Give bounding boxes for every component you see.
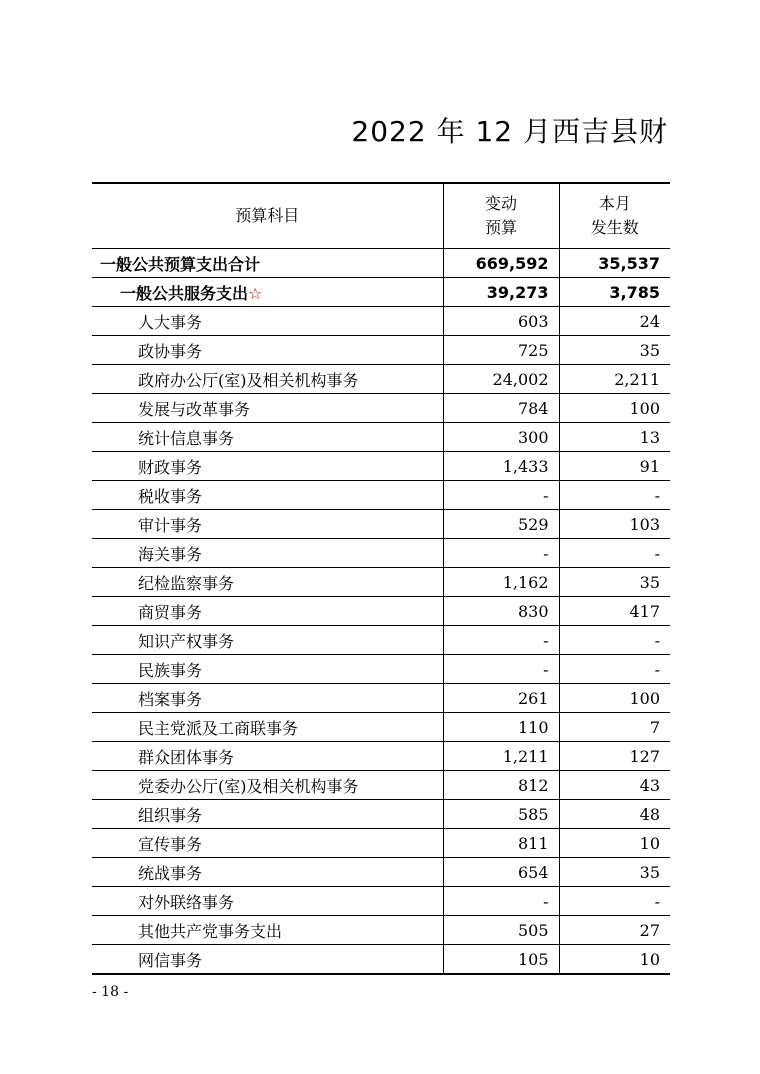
table-row (92, 365, 670, 394)
row-month: 91 (559, 452, 670, 481)
row-budget: 585 (443, 800, 559, 829)
budget-table (92, 182, 670, 975)
row-subject (92, 365, 443, 394)
row-budget: 811 (443, 829, 559, 858)
table-row (92, 916, 670, 945)
row-subject (92, 423, 443, 452)
header-subject: 预算科目 (92, 183, 443, 249)
row-month: 100 (559, 394, 670, 423)
table-row (92, 858, 670, 887)
row-budget: - (443, 481, 559, 510)
row-budget: 1,211 (443, 742, 559, 771)
row-month: 13 (559, 423, 670, 452)
row-budget: 261 (443, 684, 559, 713)
row-subject (92, 452, 443, 481)
row-subject (92, 626, 443, 655)
row-subject (92, 684, 443, 713)
row-month: 43 (559, 771, 670, 800)
row-budget: 725 (443, 336, 559, 365)
row-subject (92, 539, 443, 568)
row-subject-label: 民族事务 (138, 660, 203, 680)
row-month: 417 (559, 597, 670, 626)
row-subject (92, 481, 443, 510)
row-month: 7 (559, 713, 670, 742)
row-subject-label: 纪检监察事务 (138, 573, 235, 593)
row-subject (92, 249, 443, 278)
table-row (92, 394, 670, 423)
row-subject (92, 278, 443, 307)
row-subject (92, 394, 443, 423)
row-budget: 110 (443, 713, 559, 742)
table-row (92, 887, 670, 916)
row-budget: 1,433 (443, 452, 559, 481)
table-header-row (92, 183, 670, 249)
row-subject-label: 民主党派及工商联事务 (138, 718, 299, 738)
row-subject (92, 336, 443, 365)
row-subject (92, 568, 443, 597)
row-subject-label: 网信事务 (138, 950, 203, 970)
table-row (92, 336, 670, 365)
row-budget: 39,273 (443, 278, 559, 307)
row-subject-label: 审计事务 (138, 515, 203, 535)
row-subject (92, 742, 443, 771)
row-subject-label: 海关事务 (138, 544, 203, 564)
table-row (92, 829, 670, 858)
row-subject (92, 307, 443, 336)
row-budget: 105 (443, 945, 559, 975)
row-subject-label: 统战事务 (138, 863, 203, 883)
row-subject (92, 771, 443, 800)
row-subject-label: 商贸事务 (138, 602, 203, 622)
table-row (92, 249, 670, 278)
row-subject-label: 其他共产党事务支出 (138, 921, 283, 941)
page-number: - 18 - (92, 984, 129, 1000)
table-row (92, 713, 670, 742)
row-subject-label: 一般公共预算支出合计 (100, 254, 261, 274)
row-budget: 669,592 (443, 249, 559, 278)
row-budget: 654 (443, 858, 559, 887)
row-subject-label: 组织事务 (138, 805, 203, 825)
row-budget: - (443, 655, 559, 684)
table-row (92, 452, 670, 481)
row-budget: 505 (443, 916, 559, 945)
table-row (92, 597, 670, 626)
star-icon: ☆ (248, 283, 263, 303)
table-row (92, 423, 670, 452)
row-budget: 784 (443, 394, 559, 423)
row-budget: 300 (443, 423, 559, 452)
row-month: 3,785 (559, 278, 670, 307)
table-row (92, 278, 670, 307)
page-title: 2022 年 12 月西吉县财 (351, 115, 668, 148)
row-month: 35,537 (559, 249, 670, 278)
table-row (92, 771, 670, 800)
table-row (92, 307, 670, 336)
table-row (92, 684, 670, 713)
row-month: 27 (559, 916, 670, 945)
row-month: 2,211 (559, 365, 670, 394)
row-month: 100 (559, 684, 670, 713)
table-row (92, 510, 670, 539)
row-subject-label: 政协事务 (138, 341, 203, 361)
header-month: 本月 发生数 (559, 183, 670, 249)
row-month: 10 (559, 945, 670, 975)
row-month: - (559, 887, 670, 916)
row-subject (92, 655, 443, 684)
row-subject (92, 945, 443, 975)
row-month: - (559, 481, 670, 510)
row-budget: 603 (443, 307, 559, 336)
row-subject (92, 858, 443, 887)
row-subject-label: 对外联络事务 (138, 892, 235, 912)
row-month: 35 (559, 858, 670, 887)
row-month: 10 (559, 829, 670, 858)
row-month: 127 (559, 742, 670, 771)
row-subject-label: 发展与改革事务 (138, 399, 251, 419)
row-subject-label: 档案事务 (138, 689, 203, 709)
table-row (92, 626, 670, 655)
table-row (92, 481, 670, 510)
row-subject (92, 829, 443, 858)
row-budget: - (443, 626, 559, 655)
table-row (92, 539, 670, 568)
row-month: 48 (559, 800, 670, 829)
row-budget: 830 (443, 597, 559, 626)
row-budget: 812 (443, 771, 559, 800)
row-subject-label: 一般公共服务支出 (120, 283, 249, 303)
table-body (92, 249, 670, 975)
row-month: - (559, 655, 670, 684)
row-budget: 529 (443, 510, 559, 539)
row-subject-label: 人大事务 (138, 312, 203, 332)
row-subject-label: 税收事务 (138, 486, 203, 506)
row-budget: 1,162 (443, 568, 559, 597)
row-month: 35 (559, 336, 670, 365)
row-subject-label: 党委办公厅(室)及相关机构事务 (138, 776, 359, 796)
row-subject-label: 宣传事务 (138, 834, 203, 854)
table-row (92, 655, 670, 684)
header-budget: 变动 预算 (443, 183, 559, 249)
row-budget: 24,002 (443, 365, 559, 394)
row-subject (92, 887, 443, 916)
row-budget: - (443, 887, 559, 916)
row-month: 103 (559, 510, 670, 539)
row-subject-label: 统计信息事务 (138, 428, 235, 448)
row-month: 35 (559, 568, 670, 597)
row-subject (92, 800, 443, 829)
row-subject-label: 群众团体事务 (138, 747, 235, 767)
table-row (92, 800, 670, 829)
row-subject-label: 财政事务 (138, 457, 203, 477)
row-subject (92, 713, 443, 742)
row-month: - (559, 626, 670, 655)
row-budget: - (443, 539, 559, 568)
row-month: 24 (559, 307, 670, 336)
row-subject-label: 政府办公厅(室)及相关机构事务 (138, 370, 359, 390)
row-subject (92, 916, 443, 945)
table-row (92, 568, 670, 597)
table-row (92, 945, 670, 975)
row-month: - (559, 539, 670, 568)
row-subject-label: 知识产权事务 (138, 631, 235, 651)
row-subject (92, 597, 443, 626)
table-row (92, 742, 670, 771)
row-subject (92, 510, 443, 539)
